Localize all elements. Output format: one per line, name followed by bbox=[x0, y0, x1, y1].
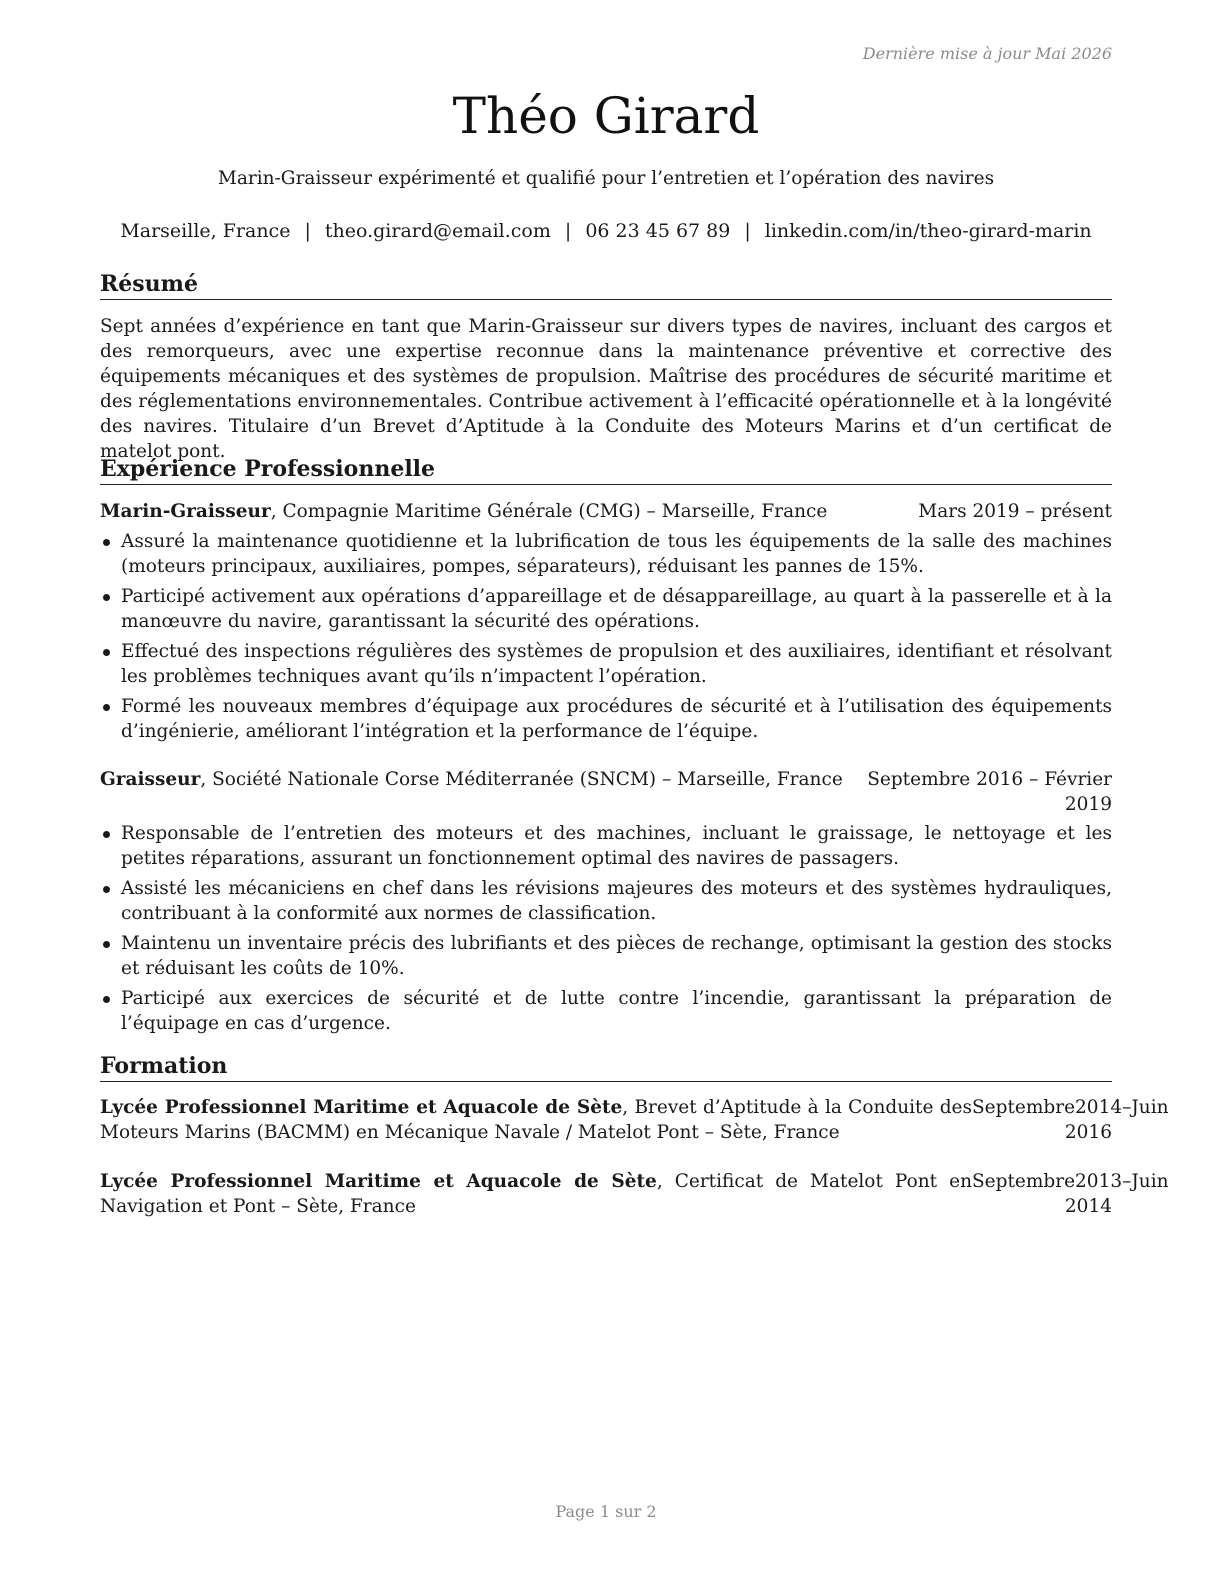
job-dates-line2: 2019 bbox=[1064, 794, 1112, 815]
education-date-dash: – bbox=[1122, 1171, 1132, 1192]
tagline: Marin-Graisseur expérimenté et qualifié pour l’entretien et l’opération des navires bbox=[217, 168, 995, 189]
education-text bbox=[100, 1169, 972, 1219]
education-dates bbox=[972, 1095, 1169, 1145]
section-title-experience: Expérience Professionnelle bbox=[100, 455, 1112, 485]
job-bullet: Participé activement aux opérations d’appareillage et de désappareillage, au quart à la passerelle et à la manœuvre du navire, garantissant la sécurité des opérations. bbox=[100, 584, 1112, 634]
education-date-end-year: 2014 bbox=[1064, 1196, 1112, 1217]
job-role: Marin-Graisseur bbox=[100, 501, 271, 522]
education-date-end-year: 2016 bbox=[1064, 1122, 1112, 1143]
education-dates bbox=[972, 1169, 1169, 1219]
job-bullet: Effectué des inspections régulières des systèmes de propulsion et des auxiliaires, identifiant et résolvant les problèmes techniques avant qu’ils n’impactent l’opération. bbox=[100, 639, 1112, 689]
education-school: Lycée Professionnel Maritime et Aquacole de Sète bbox=[100, 1097, 623, 1118]
job-bullets bbox=[100, 529, 1112, 749]
job-bullet: Responsable de l’entretien des moteurs et des machines, incluant le graissage, le nettoyage et les petites réparations, assurant un fonctionnement optimal des navires de passagers. bbox=[100, 821, 1112, 871]
job-dates: Mars 2019 – présent bbox=[918, 501, 1112, 522]
person-name: Théo Girard bbox=[452, 87, 760, 145]
job-dates-line1: Septembre 2016 – Février bbox=[867, 769, 1112, 790]
contact-separator: | bbox=[564, 220, 572, 242]
education-date-start: Septembre bbox=[972, 1171, 1076, 1192]
last-updated-note: Dernière mise à jour Mai 2026 bbox=[862, 44, 1112, 63]
contact-line bbox=[100, 218, 1112, 244]
job-bullet: Maintenu un inventaire précis des lubrifiants et des pièces de rechange, optimisant la gestion des stocks et réduisant les coûts de 10%. bbox=[100, 931, 1112, 981]
section-title-education: Formation bbox=[100, 1052, 1112, 1082]
education-date-end-month: Juin bbox=[1131, 1097, 1169, 1118]
page-number: Page 1 sur 2 bbox=[555, 1502, 657, 1521]
contact-phone: 06 23 45 67 89 bbox=[585, 220, 731, 242]
education-entry bbox=[100, 1095, 1169, 1145]
education-date-year: 2014 bbox=[1075, 1097, 1123, 1118]
job-bullet: Assisté les mécaniciens en chef dans les révisions majeures des moteurs et des systèmes hydrauliques, contribuant à la conformité aux normes de classification. bbox=[100, 876, 1112, 926]
contact-separator: | bbox=[744, 220, 751, 242]
job-company: , Compagnie Maritime Générale (CMG) – Marseille, France bbox=[270, 501, 828, 522]
education-detail: , Brevet d’Aptitude à la Conduite des Moteurs Marins (BACMM) en Mécanique Navale / Matelot Pont – Sète, France bbox=[100, 1097, 972, 1143]
summary-text: Sept années d’expérience en tant que Marin-Graisseur sur divers types de navires, incluant des cargos et des remorqueurs, avec une expertise reconnue dans la maintenance préventive et corrective des équipements mécaniques et des systèmes de propulsion. Maîtrise des procédures de sécurité maritime et des réglementations environnementales. Contribue activement à l’efficacité opérationnelle et à la longévité des navires. Titulaire d’un Brevet d’Aptitude à la Conduite des Moteurs Marins et d’un certificat de matelot pont. bbox=[100, 316, 1112, 462]
contact-location: Marseille, France bbox=[120, 220, 291, 242]
education-date-start: Septembre bbox=[972, 1097, 1076, 1118]
contact-email[interactable]: theo.girard@email.com bbox=[324, 220, 551, 242]
job-bullet: Assuré la maintenance quotidienne et la lubrification de tous les équipements de la salle des machines (moteurs principaux, auxiliaires, pompes, séparateurs), réduisant les pannes de 15%. bbox=[100, 529, 1112, 579]
job-bullet: Participé aux exercices de sécurité et de lutte contre l’incendie, garantissant la préparation de l’équipage en cas d’urgence. bbox=[100, 986, 1112, 1036]
job-dates bbox=[867, 767, 1112, 817]
job-title-line bbox=[100, 767, 843, 792]
resume-page bbox=[100, 0, 1169, 1584]
education-school: Lycée Professionnel Maritime et Aquacole de Sète bbox=[100, 1171, 657, 1192]
job-bullets bbox=[100, 821, 1112, 1041]
education-date-end-month: Juin bbox=[1131, 1171, 1169, 1192]
education-text bbox=[100, 1095, 972, 1145]
contact-separator: | bbox=[304, 220, 311, 242]
job-company: , Société Nationale Corse Méditerranée (SNCM) – Marseille, France bbox=[200, 769, 843, 790]
job-role: Graisseur bbox=[100, 769, 201, 790]
education-date-dash: – bbox=[1122, 1097, 1132, 1118]
job-bullet: Formé les nouveaux membres d’équipage aux procédures de sécurité et à l’utilisation des équipements d’ingénierie, améliorant l’intégration et la performance de l’équipe. bbox=[100, 694, 1112, 744]
section-title-summary: Résumé bbox=[100, 270, 1112, 300]
education-detail: , Certificat de Matelot Pont en Navigation et Pont – Sète, France bbox=[100, 1171, 972, 1217]
job-title-line bbox=[100, 499, 827, 524]
education-entry bbox=[100, 1169, 1169, 1219]
contact-linkedin[interactable]: linkedin.com/in/theo-girard-marin bbox=[764, 220, 1092, 242]
education-date-year: 2013 bbox=[1075, 1171, 1123, 1192]
